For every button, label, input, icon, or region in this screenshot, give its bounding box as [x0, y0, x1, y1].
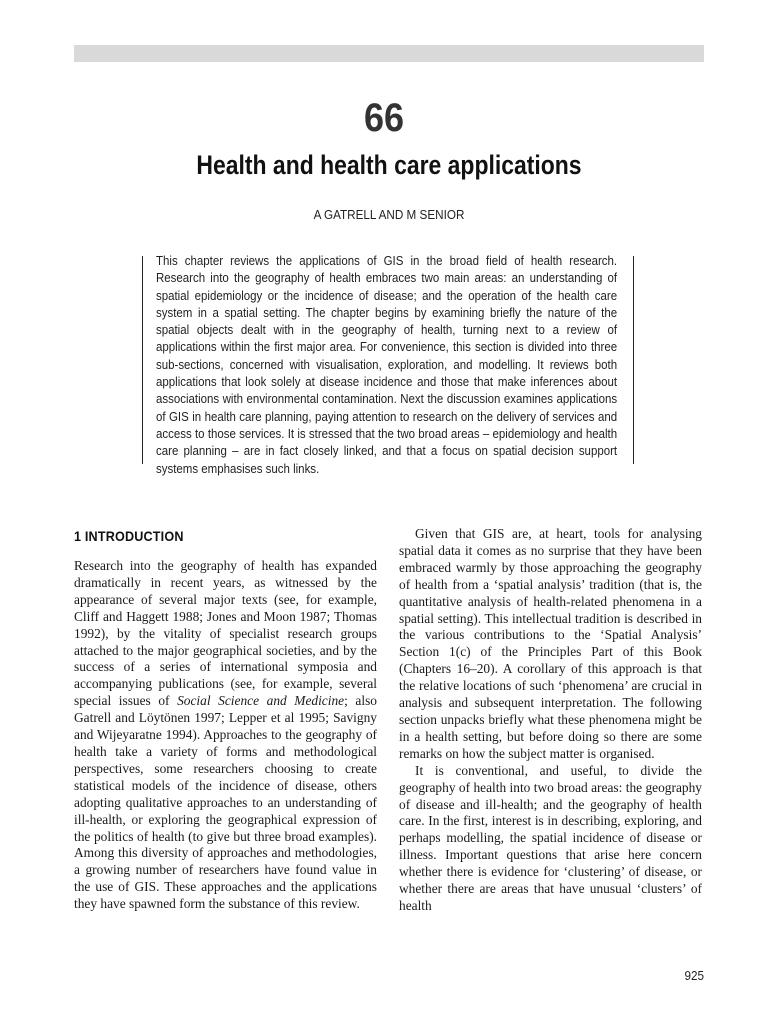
intro-paragraph-1-part-a: Research into the geography of health has expanded dramatically in recent years, as witnessed by the appearance of several major texts (see, for example, Cliff and Haggett 1988; Jones and Moon 1987; Thomas 1992), by the vitality of specialist research groups attached to the major geographical societies, and by the success of a series of international symposia and accompanying publications (see, for example, several special issues of	[74, 558, 377, 709]
intro-paragraph-3: It is conventional, and useful, to divide the geography of health into two broad areas: the geography of disease and ill-health; and the geography of health care. In the first, interest is in describing, exploring, and perhaps modelling, the spatial incidence of disease or illness. Important questions that arise here concern whether there is evidence for ‘clustering’ of disease, or whether there are areas that have unusual ‘clusters’ of health	[399, 762, 702, 913]
left-column	[74, 558, 377, 913]
chapter-number: 66	[363, 96, 405, 140]
abstract-text: This chapter reviews the applications of GIS in the broad field of health research. Research into the geography of health embraces two main areas: an understanding of spatial epidemiology or the incidence of disease; and the operation of the health care system in a spatial setting. The chapter begins by examining briefly the nature of the spatial objects dealt with in the geography of health, turning next to a review of applications within the first major area. For convenience, this section is divided into three sub-sections, concerned with visualisation, exploration, and modelling. It reviews both applications that look solely at disease incidence and those that make inferences about associations with environmental contamination. Next the discussion examines applications of GIS in health care planning, paying attention to research on the delivery of services and access to those services. It is stressed that the two broad areas – epidemiology and health care planning – are in fact closely linked, and that a focus on spatial decision support systems emphasises such links.	[156, 253, 618, 476]
page-number: 925	[684, 968, 704, 983]
header-bar	[74, 45, 704, 62]
journal-title: Social Science and Medicine	[177, 693, 345, 709]
intro-paragraph-1	[74, 558, 377, 913]
intro-paragraph-2: Given that GIS are, at heart, tools for analysing spatial data it comes as no surprise that they have been embraced warmly by those approaching the geography of health from a ‘spatial analysis’ tradition (that is, the quantitative analysis of health-related phenomena in a spatial setting). This intellectual tradition is described in the various contributions to the ‘Spatial Analysis’ Section 1(c) of the Principles Part of this Book (Chapters 16–20). A corollary of this approach is that the relative locations of such ‘phenomena’ are crucial in analysis and subsequent interpretation. The following section unpacks briefly what these phenomena might be in a health setting, but before doing so there are some remarks on how the subject matter is organised.	[399, 526, 702, 761]
intro-paragraph-1-part-b: ; also Gatrell and Löytönen 1997; Lepper et al 1995; Savigny and Wijeyaratne 1994). Approaches to the geography of health take a variety of forms and methodological perspectives, some researchers choosing to create statistical models of the incidence of disease, others adopting qualitative approaches to an understanding of ill-health, or exploring the geographical expression of the politics of health (to give but three broad examples). Among this diversity of approaches and methodologies, a growing number of researchers have found value in the use of GIS. These approaches and the applications they have spawned form the substance of this review.	[74, 693, 378, 912]
chapter-title: Health and health care applications	[196, 150, 582, 180]
right-column	[399, 526, 702, 915]
section-heading-introduction: 1 INTRODUCTION	[74, 528, 184, 544]
abstract-box	[142, 253, 634, 476]
authors: A GATRELL AND M SENIOR	[313, 207, 465, 222]
